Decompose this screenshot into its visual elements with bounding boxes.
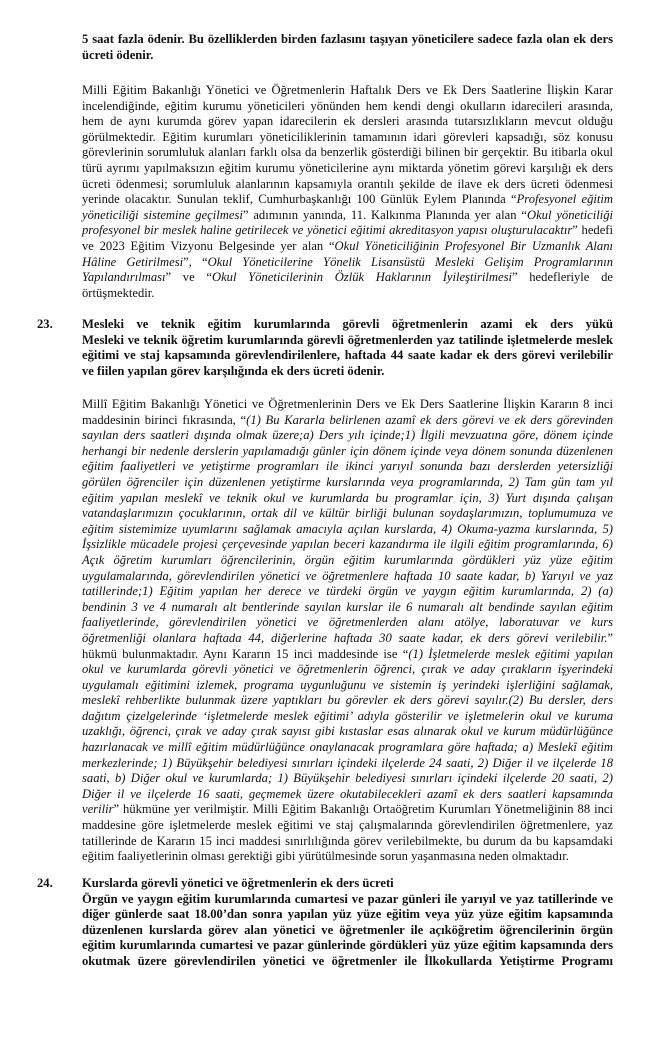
text-line bbox=[82, 364, 613, 380]
italic-quote-run: hazırlanacak ve millî eğitim müdürlüğünce onaylanacak programlara göre haftada; a) Meslekî eğitim bbox=[82, 740, 613, 755]
text-line bbox=[82, 48, 613, 64]
italic-quote-run: Hâline Getirilmesi bbox=[82, 254, 184, 269]
text-run: maddesinin birinci fıkrasında, “ bbox=[82, 412, 247, 427]
text-line bbox=[82, 459, 613, 475]
italic-quote-run: herhangi bir nedenle derslerin yapılamadığı günler için dönem içinde veya dönem sonunda düzenlenen bbox=[82, 443, 613, 458]
bold-run: ücreti ödenir. bbox=[82, 47, 154, 62]
section-number-24: 24. bbox=[37, 876, 53, 890]
text-line bbox=[82, 522, 613, 538]
text-line bbox=[82, 317, 613, 333]
text-run: Millî Eğitim Bakanlığı Yönetici ve Öğretmenlerinin Ders ve Ek Ders Saatlerine İlişkin Kararın 8 inci bbox=[82, 397, 613, 411]
text-line bbox=[82, 444, 613, 460]
text-line bbox=[82, 771, 613, 787]
section-number-23: 23. bbox=[37, 317, 53, 331]
text-line bbox=[82, 114, 613, 130]
text-run: incelendiğinde, eğitim kurumu yöneticileri yönünden hem kendi dengi okulların idarecileri arasında, bbox=[82, 98, 613, 113]
text-run: ” hedefi bbox=[572, 223, 613, 238]
text-run: türü ayrımı yapılmaksızın eğitim kurumu yöneticilerine aynı miktarda yönetim görevi karşılığı ek ders bbox=[82, 160, 613, 175]
intro-paragraph bbox=[82, 32, 613, 63]
bold-run: Mesleki ve teknik öğretim kurumlarında görevli öğretmenlerden yaz tatilinde işletmelerde meslek bbox=[82, 332, 613, 347]
italic-quote-run: sayılan ders saatleri dışında olmak üzere;a) Ders yılı içinde;1) İlgili mevzuatına göre, dönem içinde bbox=[82, 428, 613, 443]
italic-quote-run: vatandaşlarımızın çocuklarının, ortak dil ve kültür birliği bulunan soydaşlarımızın, toplumumuza ve bbox=[82, 506, 613, 521]
text-run: hem de aynı kurumda görev yapan idarecilerin ek dersleri arasında tutarsızlıkların mevcut olduğu bbox=[82, 114, 613, 129]
text-run: ücreti ödenmesi; sorumluluk alanlarının kapsamıyla orantılı şekilde de ilave ek ders ücreti ödenmesi bbox=[82, 176, 613, 191]
italic-quote-run: uygulamalarında, görevlendirilen yönetici ve öğretmenlere haftada 10 saate kadar, b) Yarıyıl ve yaz bbox=[82, 568, 613, 583]
section-23-heading bbox=[82, 317, 613, 379]
italic-quote-run: verilir bbox=[82, 802, 114, 817]
text-run: yerinde olacaktır. Sunulan teklif, Cumhurbaşkanlığı 100 Günlük Eylem Planında “ bbox=[82, 192, 517, 207]
italic-quote-run: tatillerinde;1) Eğitim yapılan her derece ve türdeki örgün ve yaygın eğitim kurumlarında, 2) (a) bbox=[82, 584, 613, 599]
italic-quote-run: (1) Bu Kararla belirlenen azamî ek ders görevi ve ek ders görevinden bbox=[246, 412, 613, 427]
bold-run: okutmak üzere görevlendirilen yönetici ve öğretmenler ile İlkokullarda Yetiştirme Programı bbox=[82, 953, 613, 968]
text-line bbox=[82, 537, 613, 553]
text-line bbox=[82, 192, 613, 208]
italic-quote-run: meslekî rehberlikte bulunmak üzere yaptıkları bu görevler ek ders görevi sayılır.(2) Bu dersler, ders bbox=[82, 693, 613, 708]
text-line bbox=[82, 177, 613, 193]
text-line bbox=[82, 333, 613, 349]
bold-run: 5 saat fazla ödenir. Bu özelliklerden birden fazlasını taşıyan yöneticilere sadece fazla olan ek ders bbox=[82, 32, 613, 46]
text-line bbox=[82, 662, 613, 678]
text-run: ” hükmüne yer verilmiştir. Milli Eğitim Bakanlığı Ortaöğretim Kurumları Yönetmeliğinin 88 inci bbox=[113, 802, 613, 817]
text-line bbox=[82, 787, 613, 803]
text-run: Milli Eğitim Bakanlığı Yönetici ve Öğretmenlerin Haftalık Ders ve Ek Ders Saatlerine İlişkin Karar bbox=[82, 83, 613, 97]
text-line bbox=[82, 709, 613, 725]
bold-run: diğer günlerde saat 18.00’dan sonra yapılan yüz yüze eğitim veya yüz yüze eğitim kapsamında bbox=[82, 907, 613, 922]
text-run: görülmektedir. Eğitim kurumları yöneticiliklerinin tamamının idari görevleri kapsadığı, söz konusu bbox=[82, 129, 613, 144]
text-line bbox=[82, 584, 613, 600]
text-line bbox=[82, 553, 613, 569]
text-line bbox=[82, 615, 613, 631]
italic-quote-run: faaliyetlerinde, görevlendirilen yönetici ve öğretmenlerden alanı atölye, laboratuvar ve kurs bbox=[82, 615, 613, 630]
text-line bbox=[82, 286, 613, 302]
bold-run: ve fiilen yapılan görev karşılığında ek ders ücreti ödenir. bbox=[82, 363, 385, 378]
bold-run: Örgün ve yaygın eğitim kurumlarında cumartesi ve pazar günleri ile yarıyıl ve yaz tatillerinde ve bbox=[82, 891, 613, 906]
text-line bbox=[82, 954, 613, 970]
text-line bbox=[82, 83, 613, 99]
italic-quote-run: Okul Yöneticilerinin Özlük Haklarının İyileştirilmesi bbox=[211, 270, 512, 285]
italic-quote-run: saati, b) Diğer okul ve kurumlarda; 1) Büyükşehir belediyesi sınırları içindeki ilçelerde 20 saati, 2) bbox=[82, 771, 613, 786]
text-line bbox=[82, 208, 613, 224]
text-line bbox=[82, 724, 613, 740]
text-line bbox=[82, 239, 613, 255]
italic-quote-run: eğitim yapılan meslekî ve teknik okul ve kurumlarda bu programlar için, 3) Yurt dışında çalışan bbox=[82, 490, 613, 505]
italic-quote-run: (1) İşletmelerde meslek eğitimi yapılan bbox=[408, 646, 613, 661]
text-line bbox=[82, 834, 613, 850]
italic-quote-run: okul ve kurumlarda görevli yönetici ve öğretmenlerin öğrenci, çırak ve aday çırakların işyerindeki bbox=[82, 662, 613, 677]
section-23-body bbox=[82, 397, 613, 865]
text-line bbox=[82, 938, 613, 954]
text-line bbox=[82, 756, 613, 772]
italic-quote-run: Okul Yöneticiliğinin Profesyonel Bir Uzmanlık Alanı bbox=[334, 238, 613, 253]
text-run: örtüşmektedir. bbox=[82, 285, 155, 300]
text-run: ” ve “ bbox=[165, 270, 212, 285]
text-line bbox=[82, 569, 613, 585]
text-run: maddesine göre işletmelerde meslek eğitimi ve staj çalışmalarında görevlendirilen öğretmenlere, yaz bbox=[82, 818, 613, 833]
text-line bbox=[82, 892, 613, 908]
italic-quote-run: dağıtım çizelgelerinde ‘işletmelerde meslek eğitimi’ adıyla gösterilir ve işletmelerin okul ve kuruma bbox=[82, 708, 613, 723]
italic-quote-run: Yapılandırılması bbox=[82, 270, 166, 285]
italic-quote-run: profesyonel bir meslek haline getirilecek ve yönetici eğitimi akreditasyon yapısı oluşturulacaktır bbox=[82, 223, 573, 238]
text-run: eğitim faaliyetlerinin olması gerektiği gibi yürütülmesinde sorun yaşanmasına neden olmaktadır. bbox=[82, 849, 569, 864]
text-run: ”, “ bbox=[183, 254, 208, 269]
text-line bbox=[82, 506, 613, 522]
italic-quote-run: yöneticiliği sistemine geçilmesi bbox=[82, 207, 243, 222]
text-line bbox=[82, 491, 613, 507]
italic-quote-run: Okul Yöneticilerine Yönelik Lisansüstü Mesleki Gelişim Programlarının bbox=[207, 254, 614, 269]
text-line bbox=[82, 802, 613, 818]
italic-quote-run: uygulamalı eğitimini izlemek, programa uygunluğunu ve sistemin iş yerindeki işlerliğini sağlamak, bbox=[82, 677, 613, 692]
text-run: ve 2023 Eğitim Vizyonu Belgesinde yer alan “ bbox=[82, 238, 335, 253]
text-line bbox=[82, 678, 613, 694]
text-line bbox=[82, 849, 613, 865]
italic-quote-run: Diğer il ve ilçelerde 16 saati, geçmemek üzere okutabilecekleri azamî ek ders saatleri kapsamında bbox=[82, 786, 613, 801]
italic-quote-run: merkezlerinde; 1) Büyükşehir belediyesi sınırları içindeki ilçelerde 24 saati, 2) Diğer il ve ilçelerde 18 bbox=[82, 755, 613, 770]
text-line bbox=[82, 631, 613, 647]
text-run: görevlerinin sorumluluk alanları farklı olsa da benzerlik gösterdiği bilinen bir gerçektir. Bu itibarla okul bbox=[82, 145, 613, 160]
text-line bbox=[82, 818, 613, 834]
text-line bbox=[82, 255, 613, 271]
italic-quote-run: bendinin 3 ve 4 numaralı alt bentlerinde sayılan kurslar ile 6 numaralı alt bendinde sayılan eğitim bbox=[82, 599, 613, 614]
text-line bbox=[82, 600, 613, 616]
text-line bbox=[82, 428, 613, 444]
text-line bbox=[82, 348, 613, 364]
bold-run: eğitimi ve staj kapsamında görevlendirilenlere, haftada 44 saate kadar ek ders görevi verilebilir bbox=[82, 348, 613, 363]
italic-quote-run: görülen öğrenciler için düzenlenen yetiştirme kurslarında veya programlarında, 2) Tam gün tam yıl bbox=[82, 474, 613, 489]
text-line bbox=[82, 99, 613, 115]
text-line bbox=[82, 32, 613, 48]
text-run: ” bbox=[607, 630, 613, 645]
text-line bbox=[82, 876, 613, 892]
bold-run: düzenlenen kurslarda görev alan yönetici ve öğretmenler ile açıköğretim öğrencilerinin örgün bbox=[82, 922, 613, 937]
text-line bbox=[82, 693, 613, 709]
italic-quote-run: Açık öğretim kurumları öğrencilerinin, örgün eğitim kurumlarında gördükleri yüz yüze eğitim bbox=[82, 552, 613, 567]
italic-quote-run: eğitim sistemimize uyumlarını sağlamak amacıyla açılan kurslarda, 4) Okuma-yazma kurslarında, 5) bbox=[82, 521, 613, 536]
italic-quote-run: Okul yöneticiliği bbox=[526, 207, 613, 222]
italic-quote-run: İşsizlikle mücadele projesi çerçevesinde yapılan beceri kazandırma ile ilgili eğitim programlarında, 6) bbox=[82, 537, 613, 552]
italic-quote-run: uzaklığı, öğrenci, çırak ve aday çırak sayısı gibi kıstaslar esas alınarak okul ve kurum müdürlüğünce bbox=[82, 724, 613, 739]
text-line bbox=[82, 923, 613, 939]
text-line bbox=[82, 647, 613, 663]
italic-quote-run: Profesyonel eğitim bbox=[516, 192, 614, 207]
text-line bbox=[82, 907, 613, 923]
text-run: ” adımının yanında, 11. Kalkınma Planında yer alan “ bbox=[242, 207, 527, 222]
bold-run: Kurslarda görevli yönetici ve öğretmenlerin ek ders ücreti bbox=[82, 876, 394, 890]
text-line bbox=[82, 161, 613, 177]
bold-run: Mesleki ve teknik eğitim kurumlarında görevli öğretmenlerin azami ek ders yükü bbox=[82, 317, 613, 331]
text-line bbox=[82, 130, 613, 146]
italic-quote-run: eğitim faaliyetleri ve yetiştirme programları ile ikinci yarıyıl sonunda bazı derslerden yetersizliği bbox=[82, 459, 613, 474]
text-line bbox=[82, 270, 613, 286]
text-run: ” hedefleriyle de bbox=[511, 270, 613, 285]
text-line bbox=[82, 413, 613, 429]
text-line bbox=[82, 145, 613, 161]
text-line bbox=[82, 397, 613, 413]
text-line bbox=[82, 740, 613, 756]
bold-run: eğitim kurumlarında cumartesi ve pazar günlerinde gördükleri yüz yüze eğitim kapsamında ders bbox=[82, 938, 613, 953]
text-line bbox=[82, 223, 613, 239]
text-line bbox=[82, 475, 613, 491]
text-run: tatillerinde de Kararın 15 inci maddesi sınırlılığında görev verilebilmekte, bu durum da bu kapsamdaki bbox=[82, 833, 613, 848]
text-run: hükmü bulunmaktadır. Aynı Kararın 15 inci maddesinde ise “ bbox=[82, 646, 409, 661]
italic-quote-run: öğretmenliği olanlara haftada 44, diğerlerine haftada 30 saate kadar, ek ders görevi verilebilir. bbox=[82, 630, 608, 645]
section-24-heading bbox=[82, 876, 613, 970]
body-paragraph-1 bbox=[82, 83, 613, 301]
